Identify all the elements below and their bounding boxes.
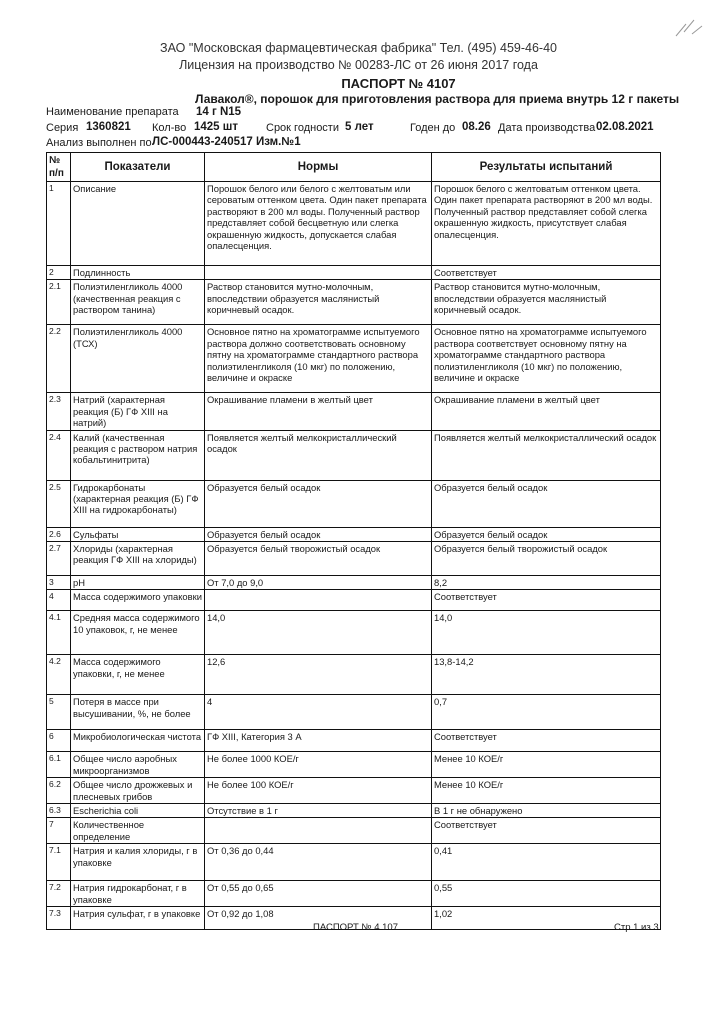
table-row xyxy=(47,393,661,430)
row-result: Менее 10 КОЕ/г xyxy=(432,752,661,778)
row-indicator: Натрия сульфат, г в упаковке xyxy=(71,907,205,930)
row-norm: От 0,92 до 1,08 xyxy=(205,907,432,930)
row-result: Соответствует xyxy=(432,266,661,280)
package-value: 14 г N15 xyxy=(196,106,242,118)
valid-label: Годен до xyxy=(410,122,456,134)
row-result: Образуется белый творожистый осадок xyxy=(432,542,661,576)
valid-value: 08.26 xyxy=(462,121,491,133)
row-result: 0,41 xyxy=(432,844,661,881)
row-norm: ГФ XIII, Категория 3 А xyxy=(205,730,432,752)
row-number: 2.4 xyxy=(47,430,71,480)
table-row xyxy=(47,542,661,576)
row-indicator: Гидрокарбонаты (характерная реакция (Б) ГФ XIII на гидрокарбонаты) xyxy=(71,480,205,527)
table-row xyxy=(47,730,661,752)
row-result: Порошок белого с желтоватым оттенком цвета. Один пакет препарата растворяют в 200 мл воды. Полученный раствор представляет собой слегка окрашенную жидкость, присутствует слабая опалесценция. xyxy=(432,182,661,266)
row-norm: 12,6 xyxy=(205,655,432,695)
row-indicator: Средняя масса содержимого 10 упаковок, г, не менее xyxy=(71,611,205,655)
shelf-value: 5 лет xyxy=(345,121,374,133)
row-number: 4.2 xyxy=(47,655,71,695)
row-indicator: Общее число аэробных микроорганизмов xyxy=(71,752,205,778)
company-line: ЗАО "Московская фармацевтическая фабрика" Тел. (495) 459-46-40 xyxy=(160,41,557,55)
row-result: Появляется желтый мелкокристаллический осадок xyxy=(432,430,661,480)
row-indicator: Подлинность xyxy=(71,266,205,280)
col-header-results: Результаты испытаний xyxy=(432,153,661,182)
row-norm: Не более 1000 КОЕ/г xyxy=(205,752,432,778)
prod-date-label: Дата производства xyxy=(498,122,596,134)
row-indicator: Escherichia coli xyxy=(71,804,205,818)
row-indicator: Масса содержимого упаковки, г, не менее xyxy=(71,655,205,695)
row-norm: Появляется желтый мелкокристаллический осадок xyxy=(205,430,432,480)
row-number: 2.1 xyxy=(47,280,71,325)
row-norm: Основное пятно на хроматограмме испытуемого раствора должно соответствовать основному пятну на хроматограмме стандартного раствора полиэтиленгликоля (10 мкг) по положению, величине и окраске xyxy=(205,325,432,393)
license-line: Лицензия на производство № 00283-ЛС от 26 июня 2017 года xyxy=(179,58,538,72)
row-indicator: Натрия и калия хлориды, г в упаковке xyxy=(71,844,205,881)
col-header-indicator: Показатели xyxy=(71,153,205,182)
table-body xyxy=(47,182,661,930)
table-row xyxy=(47,804,661,818)
table-row xyxy=(47,590,661,611)
series-label: Серия xyxy=(46,122,79,134)
row-number: 1 xyxy=(47,182,71,266)
table-row xyxy=(47,818,661,844)
row-number: 2.6 xyxy=(47,527,71,541)
row-indicator: Общее число дрожжевых и плесневых грибов xyxy=(71,778,205,804)
footer-passport-ref: ПАСПОРТ № 4 107 xyxy=(313,922,398,933)
row-result: Соответствует xyxy=(432,730,661,752)
series-value: 1360821 xyxy=(86,121,131,133)
row-result: Окрашивание пламени в желтый цвет xyxy=(432,393,661,430)
row-number: 2.7 xyxy=(47,542,71,576)
row-norm: От 7,0 до 9,0 xyxy=(205,576,432,590)
pen-mark-icon xyxy=(672,14,708,44)
row-indicator: Описание xyxy=(71,182,205,266)
row-norm: Окрашивание пламени в желтый цвет xyxy=(205,393,432,430)
row-result: 14,0 xyxy=(432,611,661,655)
row-number: 6.1 xyxy=(47,752,71,778)
row-indicator: Полиэтиленгликоль 4000 (ТСХ) xyxy=(71,325,205,393)
table-row xyxy=(47,844,661,881)
row-indicator: Натрий (характерная реакция (Б) ГФ XIII на натрий) xyxy=(71,393,205,430)
row-number: 5 xyxy=(47,695,71,730)
table-row xyxy=(47,695,661,730)
row-number: 2.3 xyxy=(47,393,71,430)
row-result: Основное пятно на хроматограмме испытуемого раствора соответствует основному пятну на хроматограмме стандартного раствора полиэтиленгликоля (10 мкг) по положению, величине и окраске xyxy=(432,325,661,393)
row-result: Менее 10 КОЕ/г xyxy=(432,778,661,804)
row-result: Образуется белый осадок xyxy=(432,527,661,541)
row-norm xyxy=(205,266,432,280)
row-result: 0,55 xyxy=(432,881,661,907)
table-row xyxy=(47,752,661,778)
row-norm: Образуется белый осадок xyxy=(205,480,432,527)
row-result: 8,2 xyxy=(432,576,661,590)
row-number: 6 xyxy=(47,730,71,752)
table-row xyxy=(47,611,661,655)
row-number: 6.2 xyxy=(47,778,71,804)
row-result: Раствор становится мутно-молочным, впоследствии образуется маслянистый коричневый осадок. xyxy=(432,280,661,325)
name-label: Наименование препарата xyxy=(46,106,179,118)
row-norm xyxy=(205,818,432,844)
row-norm xyxy=(205,590,432,611)
row-indicator: pH xyxy=(71,576,205,590)
row-number: 3 xyxy=(47,576,71,590)
row-result: Соответствует xyxy=(432,818,661,844)
row-number: 4.1 xyxy=(47,611,71,655)
row-norm: От 0,36 до 0,44 xyxy=(205,844,432,881)
table-row xyxy=(47,430,661,480)
table-row xyxy=(47,182,661,266)
row-result: Образуется белый осадок xyxy=(432,480,661,527)
row-result: В 1 г не обнаружено xyxy=(432,804,661,818)
qty-label: Кол-во xyxy=(152,122,187,134)
row-indicator: Количественное определение xyxy=(71,818,205,844)
row-number: 4 xyxy=(47,590,71,611)
passport-title: ПАСПОРТ № 4107 xyxy=(341,76,456,91)
row-indicator: Хлориды (характерная реакция ГФ XIII на хлориды) xyxy=(71,542,205,576)
row-result: 13,8-14,2 xyxy=(432,655,661,695)
row-result: 1,02 xyxy=(432,907,661,930)
table-row xyxy=(47,576,661,590)
table-row xyxy=(47,325,661,393)
table-row xyxy=(47,655,661,695)
row-norm: Порошок белого или белого с желтоватым или сероватым оттенком цвета. Один пакет препарата растворяют в 200 мл воды. Полученный раствор представляет собой бесцветную или слегка окрашенную жидкость, допускается слабая опалесценция. xyxy=(205,182,432,266)
analysis-value: ЛС-000443-240517 Изм.№1 xyxy=(152,136,301,148)
table-row xyxy=(47,266,661,280)
row-indicator: Микробиологическая чистота xyxy=(71,730,205,752)
col-header-norms: Нормы xyxy=(205,153,432,182)
row-norm: 14,0 xyxy=(205,611,432,655)
row-result: 0,7 xyxy=(432,695,661,730)
shelf-label: Срок годности xyxy=(266,122,339,134)
footer-page-number: Стр.1 из 3 xyxy=(614,922,659,933)
row-number: 2.2 xyxy=(47,325,71,393)
table-row xyxy=(47,527,661,541)
test-results-table xyxy=(46,152,661,930)
row-number: 2 xyxy=(47,266,71,280)
row-indicator: Масса содержимого упаковки xyxy=(71,590,205,611)
row-norm: Образуется белый осадок xyxy=(205,527,432,541)
row-number: 7.1 xyxy=(47,844,71,881)
row-norm: Отсутствие в 1 г xyxy=(205,804,432,818)
row-norm: Раствор становится мутно-молочным, впоследствии образуется маслянистый коричневый осадок. xyxy=(205,280,432,325)
table-row xyxy=(47,480,661,527)
table-row xyxy=(47,881,661,907)
table-row xyxy=(47,280,661,325)
row-number: 7 xyxy=(47,818,71,844)
analysis-label: Анализ выполнен по xyxy=(46,137,152,149)
row-indicator: Сульфаты xyxy=(71,527,205,541)
row-number: 7.2 xyxy=(47,881,71,907)
row-indicator: Калий (качественная реакция с раствором натрия кобальтинитрита) xyxy=(71,430,205,480)
table-row xyxy=(47,778,661,804)
row-number: 7.3 xyxy=(47,907,71,930)
row-number: 2.5 xyxy=(47,480,71,527)
row-norm: 4 xyxy=(205,695,432,730)
qty-value: 1425 шт xyxy=(194,121,238,133)
row-indicator: Натрия гидрокарбонат, г в упаковке xyxy=(71,881,205,907)
row-norm: От 0,55 до 0,65 xyxy=(205,881,432,907)
row-norm: Не более 100 КОЕ/г xyxy=(205,778,432,804)
col-header-number: № п/п xyxy=(47,153,71,182)
row-result: Соответствует xyxy=(432,590,661,611)
row-norm: Образуется белый творожистый осадок xyxy=(205,542,432,576)
row-number: 6.3 xyxy=(47,804,71,818)
row-indicator: Полиэтиленгликоль 4000 (качественная реакция с раствором танина) xyxy=(71,280,205,325)
row-indicator: Потеря в массе при высушивании, %, не более xyxy=(71,695,205,730)
prod-date-value: 02.08.2021 xyxy=(596,121,654,133)
product-name: Лавакол®, порошок для приготовления раствора для приема внутрь 12 г пакеты xyxy=(195,92,680,106)
